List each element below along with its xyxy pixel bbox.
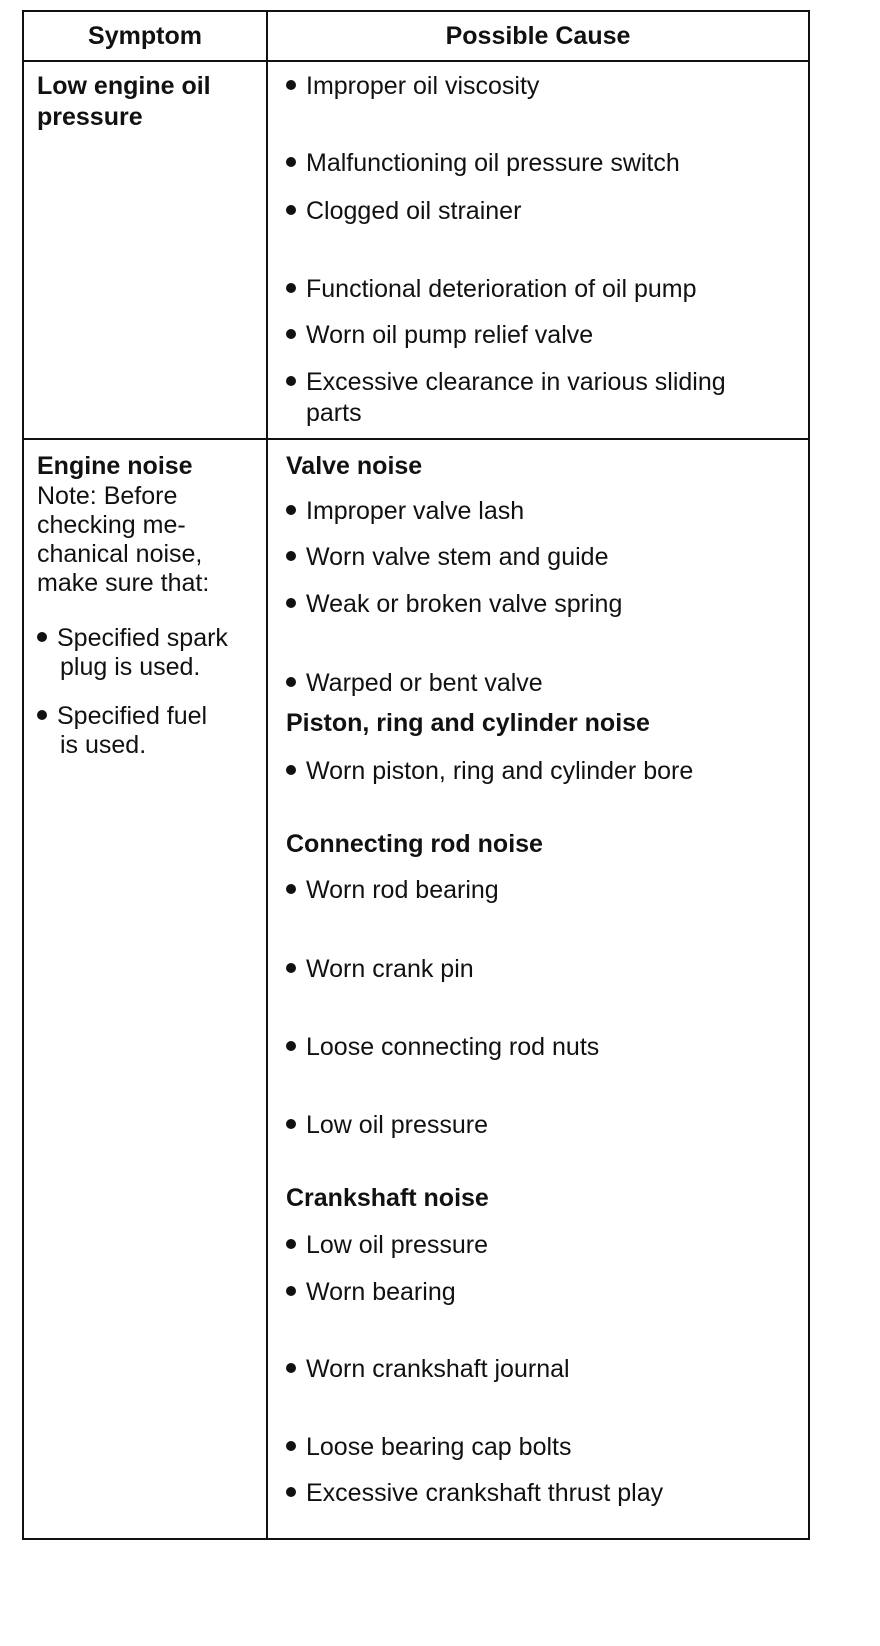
- symptom-note-line: Note: Before: [37, 482, 178, 510]
- cause-item: Worn oil pump relief valve: [286, 321, 593, 350]
- symptom-engine-noise: Engine noise: [37, 452, 193, 480]
- troubleshooting-table: [22, 10, 810, 1540]
- cause-item-continuation: parts: [306, 399, 362, 427]
- cause-item: Worn piston, ring and cylinder bore: [286, 757, 693, 786]
- cause-item: Low oil pressure: [286, 1111, 488, 1140]
- cause-item: Worn bearing: [286, 1278, 456, 1307]
- cause-item: Improper valve lash: [286, 497, 524, 526]
- heading-crankshaft-noise: Crankshaft noise: [286, 1184, 489, 1212]
- header-divider: [24, 60, 808, 62]
- condition-fuel-l2: is used.: [60, 731, 147, 759]
- column-divider: [266, 12, 268, 1538]
- cause-item: Worn crank pin: [286, 955, 474, 984]
- row-divider: [24, 438, 808, 440]
- cause-item: Improper oil viscosity: [286, 72, 539, 101]
- condition-spark-plug: Specified spark: [37, 624, 228, 653]
- cause-item: Malfunctioning oil pressure switch: [286, 149, 680, 178]
- header-cause: Possible Cause: [445, 22, 631, 50]
- symptom-low-oil-pressure-l2: pressure: [37, 103, 143, 131]
- cause-item: Worn rod bearing: [286, 876, 499, 905]
- header-symptom: Symptom: [88, 22, 202, 50]
- heading-valve-noise: Valve noise: [286, 452, 423, 480]
- cause-item: Excessive crankshaft thrust play: [286, 1479, 663, 1508]
- condition-spark-plug-l2: plug is used.: [60, 653, 201, 681]
- cause-item: Low oil pressure: [286, 1231, 488, 1260]
- symptom-low-oil-pressure: Low engine oil: [37, 72, 211, 100]
- cause-item: Warped or bent valve: [286, 669, 543, 698]
- symptom-note-line: make sure that:: [37, 569, 210, 597]
- symptom-note-line: checking me-: [37, 511, 186, 539]
- heading-rod-noise: Connecting rod noise: [286, 830, 543, 858]
- symptom-note-line: chanical noise,: [37, 540, 203, 568]
- cause-item: Loose bearing cap bolts: [286, 1433, 571, 1462]
- condition-fuel: Specified fuel: [37, 702, 207, 731]
- cause-item: Worn valve stem and guide: [286, 543, 608, 572]
- cause-item: Weak or broken valve spring: [286, 590, 622, 619]
- cause-item: Clogged oil strainer: [286, 197, 521, 226]
- cause-item: Worn crankshaft journal: [286, 1355, 570, 1384]
- heading-piston-noise: Piston, ring and cylinder noise: [286, 709, 650, 737]
- cause-item: Functional deterioration of oil pump: [286, 275, 697, 304]
- cause-item: Loose connecting rod nuts: [286, 1033, 599, 1062]
- cause-item: Excessive clearance in various sliding: [286, 368, 726, 397]
